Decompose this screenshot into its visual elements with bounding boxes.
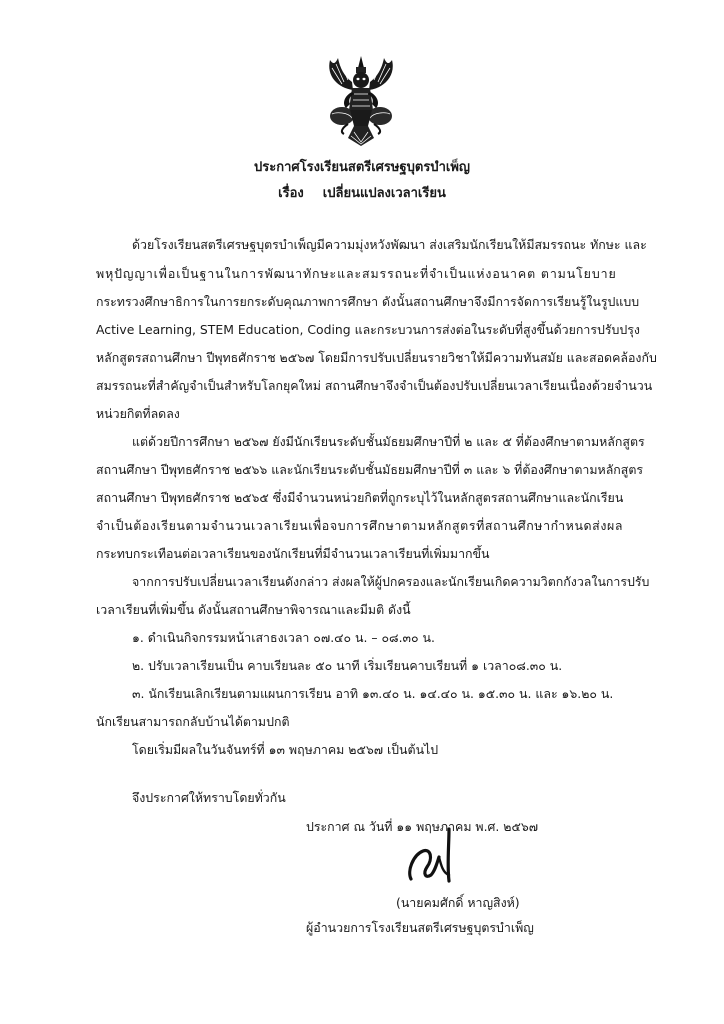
paragraph-2-line-2: สถานศึกษา ปีพุทธศักราช ๒๕๖๖ และนักเรียนระดับชั้นมัธยมศึกษาปีที่ ๓ และ ๖ ที่ต้องศึกษาตามหลักสูตร: [96, 462, 644, 477]
subject-label: เรื่อง: [278, 186, 304, 201]
paragraph-1-line-6: สมรรถนะที่สำคัญจำเป็นสำหรับโลกยุคใหม่ สถานศึกษาจึงจำเป็นต้องปรับเปลี่ยนเวลาเรียนเนื่องด้วยจำนวน: [96, 378, 653, 393]
paragraph-1-line-3: กระทรวงศึกษาธิการในการยกระดับคุณภาพการศึกษา ดังนั้นสถานศึกษาจึงมีการจัดการเรียนรู้ในรูปแบบ: [96, 294, 640, 309]
paragraph-1-line-4: Active Learning, STEM Education, Coding และกระบวนการส่งต่อในระดับที่สูงขึ้นด้วยการปรับปรุง: [96, 322, 640, 337]
resolution-item-2: ๒. ปรับเวลาเรียนเป็น คาบเรียนละ ๕๐ นาที เริ่มเรียนคาบเรียนที่ ๑ เวลา๐๘.๓๐ น.: [132, 658, 563, 673]
announced-date: ประกาศ ณ วันที่ ๑๑ พฤษภาคม พ.ศ. ๒๕๖๗: [306, 819, 539, 834]
paragraph-2-line-4: จำเป็นต้องเรียนตามจำนวนเวลาเรียนเพื่อจบการศึกษาตามหลักสูตรที่สถานศึกษากำหนดส่งผล: [96, 518, 624, 533]
paragraph-3-line-2: เวลาเรียนที่เพิ่มขึ้น ดังนั้นสถานศึกษาพิจารณาและมีมติ ดังนี้: [96, 602, 411, 617]
announcement-subject: [0, 181, 724, 207]
effective-date: โดยเริ่มมีผลในวันจันทร์ที่ ๑๓ พฤษภาคม ๒๕๖๗ เป็นต้นไป: [132, 742, 439, 757]
paragraph-2-line-5: กระทบกระเทือนต่อเวลาเรียนของนักเรียนที่มีจำนวนเวลาเรียนที่เพิ่มมากขึ้น: [96, 546, 490, 561]
paragraph-1-line-5: หลักสูตรสถานศึกษา ปีพุทธศักราช ๒๕๖๗ โดยมีการปรับเปลี่ยนรายวิชาให้มีความทันสมัย และสอดคล้องกับ: [96, 350, 657, 365]
paragraph-1-line-2: พหุปัญญาเพื่อเป็นฐานในการพัฒนาทักษะและสมรรถนะที่จำเป็นแห่งอนาคต ตามนโยบาย: [96, 266, 617, 281]
resolution-item-3-continuation: นักเรียนสามารถกลับบ้านได้ตามปกติ: [96, 714, 290, 729]
subject-text: เปลี่ยนแปลงเวลาเรียน: [322, 186, 446, 201]
paragraph-1-line-7: หน่วยกิตที่ลดลง: [96, 406, 180, 421]
paragraph-2-line-3: สถานศึกษา ปีพุทธศักราช ๒๕๖๕ ซึ่งมีจำนวนหน่วยกิตที่ถูกระบุไว้ในหลักสูตรสถานศึกษาและนักเรียน: [96, 490, 624, 505]
paragraph-1-line-1: ด้วยโรงเรียนสตรีเศรษฐบุตรบำเพ็ญมีความมุ่งหวังพัฒนา ส่งเสริมนักเรียนให้มีสมรรถนะ ทักษะ และ: [132, 237, 647, 252]
garuda-emblem-icon: [318, 52, 404, 148]
signer-name: (นายคมศักดิ์ หาญสิงห์): [396, 895, 520, 910]
announcement-title: ประกาศโรงเรียนสตรีเศรษฐบุตรบำเพ็ญ: [254, 160, 470, 175]
signature-mark: [405, 825, 465, 887]
paragraph-3-line-1: จากการปรับเปลี่ยนเวลาเรียนดังกล่าว ส่งผลให้ผู้ปกครองและนักเรียนเกิดความวิตกกังวลในการปรับ: [132, 574, 650, 589]
closing-statement: จึงประกาศให้ทราบโดยทั่วกัน: [132, 790, 286, 805]
paragraph-2-line-1: แต่ด้วยปีการศึกษา ๒๕๖๗ ยังมีนักเรียนระดับชั้นมัธยมศึกษาปีที่ ๒ และ ๕ ที่ต้องศึกษาตามหลักสูตร: [132, 434, 645, 449]
resolution-item-3: ๓. นักเรียนเลิกเรียนตามแผนการเรียน อาทิ ๑๓.๔๐ น. ๑๔.๔๐ น. ๑๕.๓๐ น. และ ๑๖.๒๐ น.: [132, 686, 614, 701]
signer-position: ผู้อำนวยการโรงเรียนสตรีเศรษฐบุตรบำเพ็ญ: [306, 920, 534, 935]
resolution-item-1: ๑. ดำเนินกิจกรรมหน้าเสาธงเวลา ๐๗.๔๐ น. – ๐๘.๓๐ น.: [132, 630, 435, 645]
